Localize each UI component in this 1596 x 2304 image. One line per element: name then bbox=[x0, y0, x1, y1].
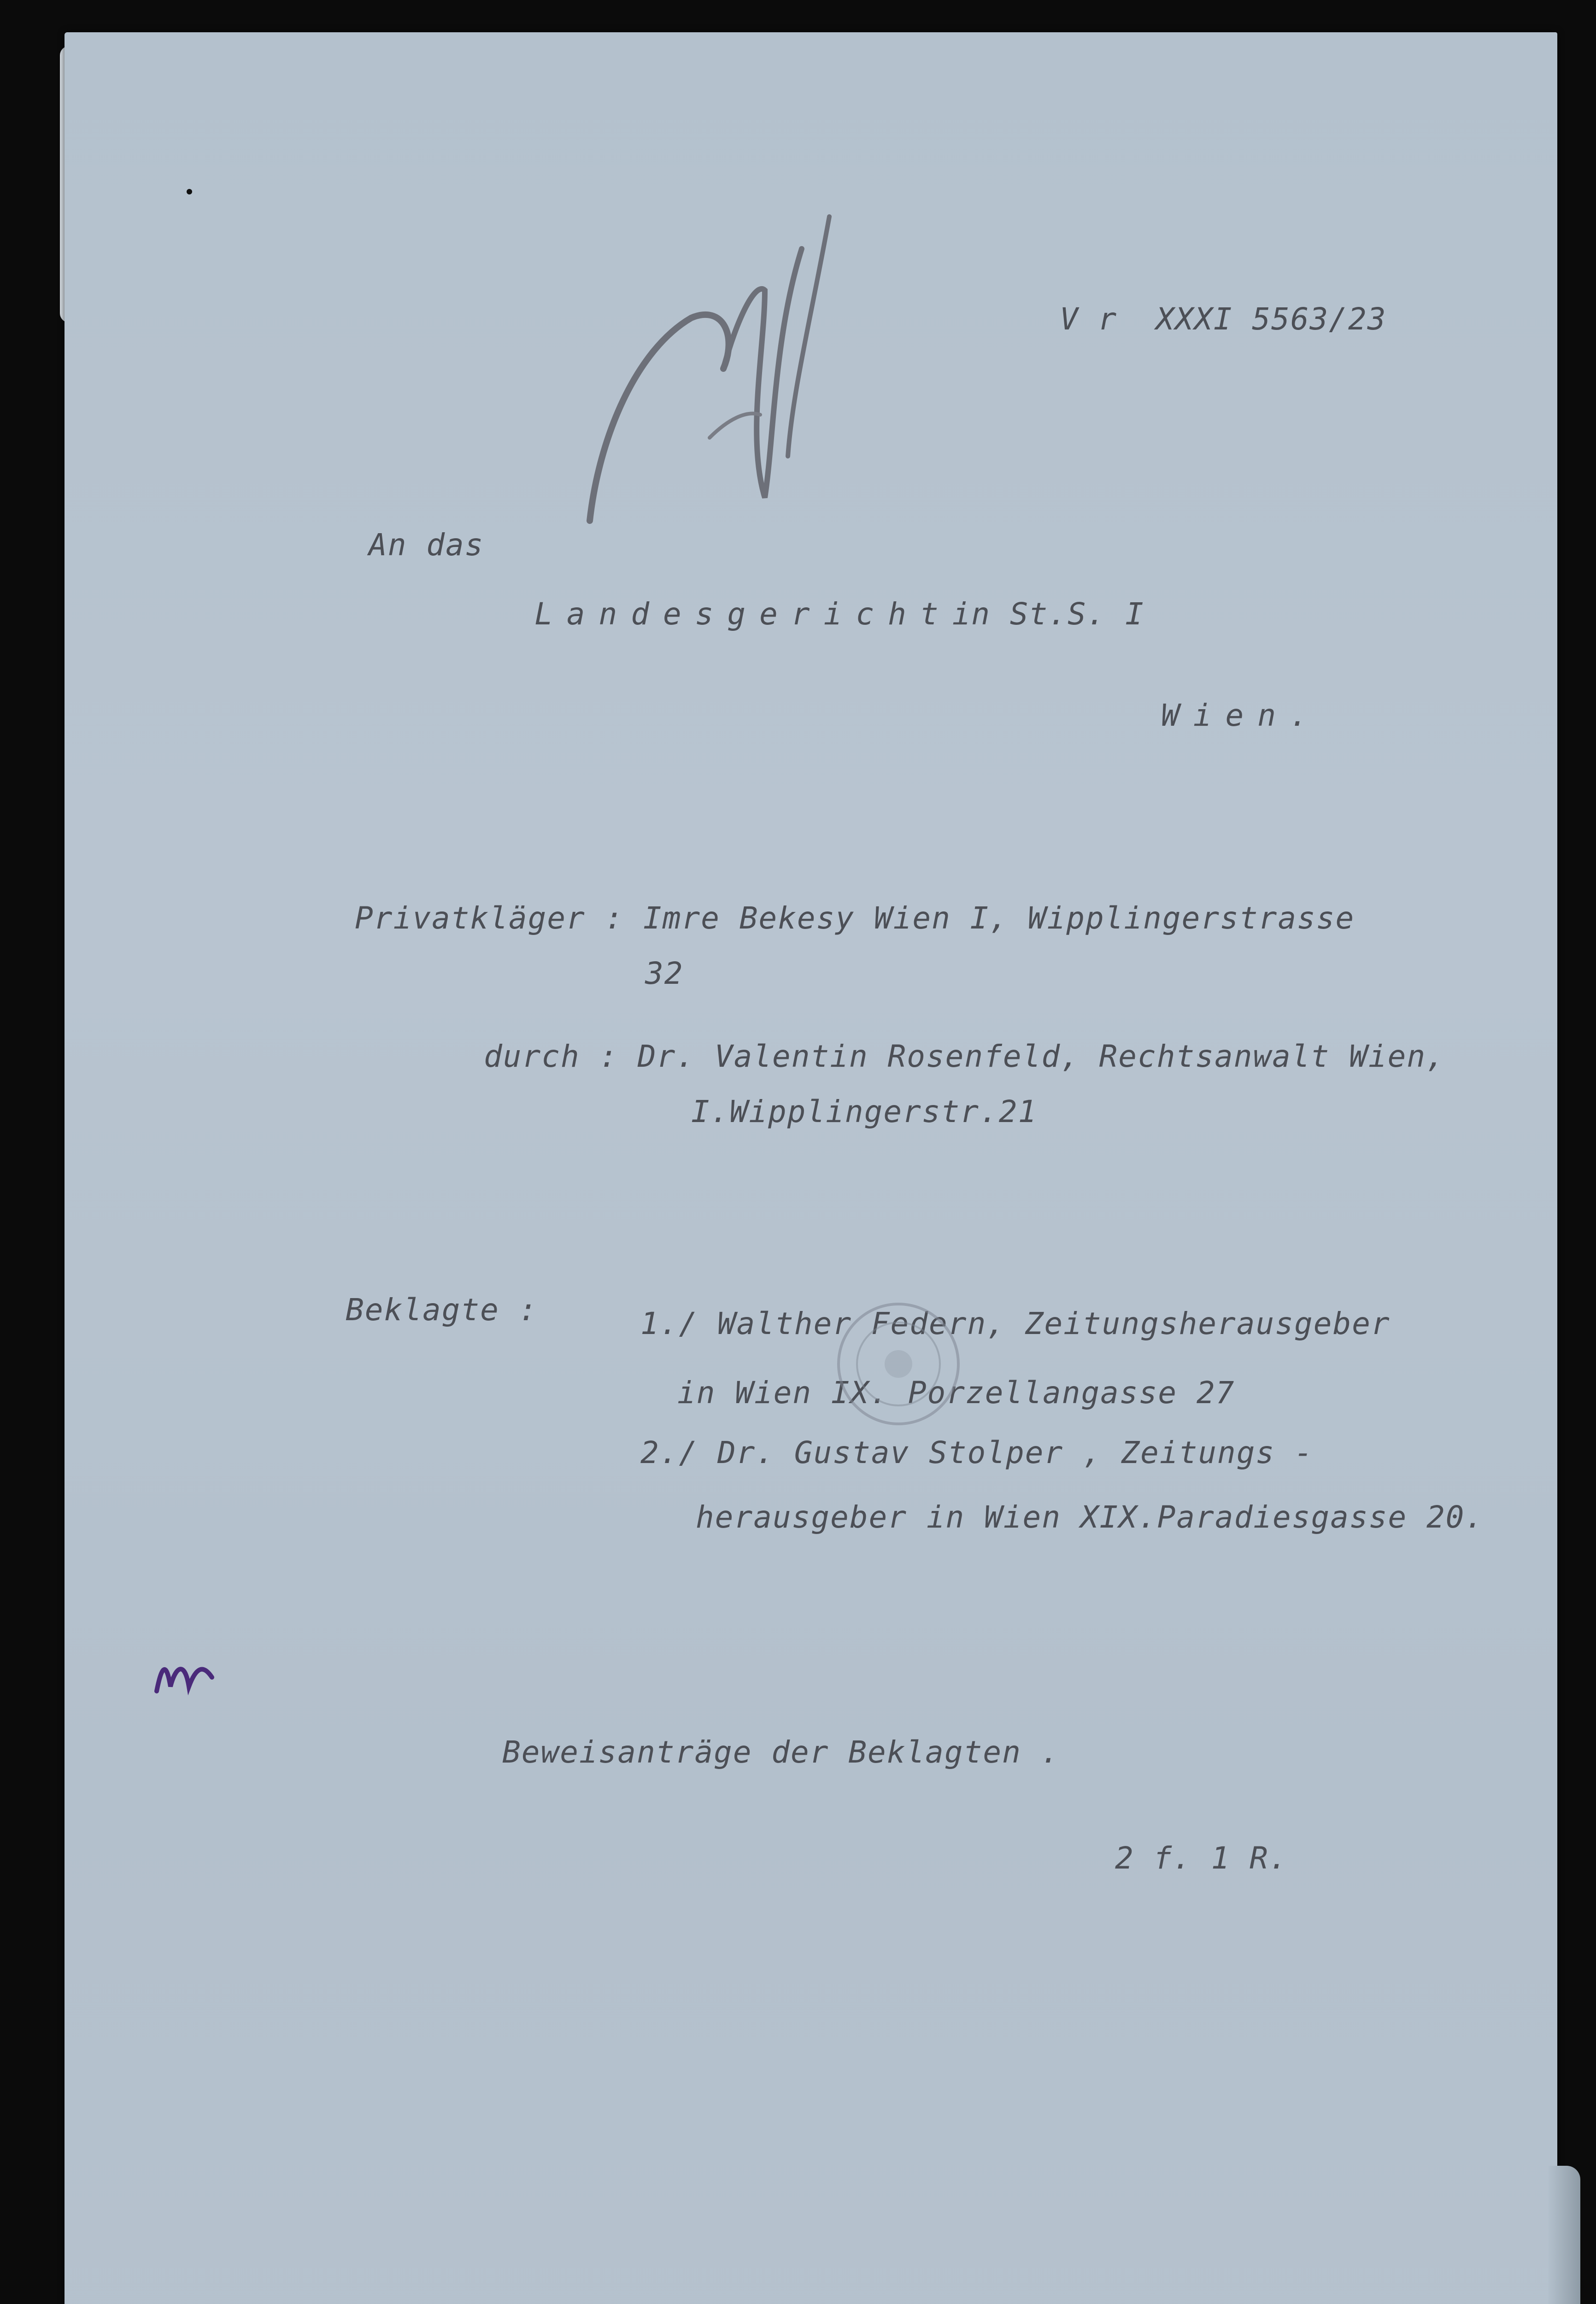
violet-margin-mark bbox=[152, 1650, 226, 1700]
ink-dot bbox=[187, 189, 192, 194]
pencil-signature bbox=[571, 198, 866, 548]
document-subject: Beweisanträge der Beklagten . bbox=[502, 1734, 1060, 1770]
plaintiff-house-number: 32 bbox=[645, 956, 684, 991]
court-name: Landesgericht bbox=[534, 596, 952, 632]
plaintiff-label: Privatkläger : bbox=[355, 900, 624, 936]
paper-curl bbox=[1548, 2166, 1580, 2304]
representative-address: I.Wipplingerstr.21 bbox=[691, 1094, 1038, 1129]
defendant-1-line-2: in Wien IX. Porzellangasse 27 bbox=[677, 1375, 1235, 1411]
representative-text: Dr. Valentin Rosenfeld, Rechtsanwalt Wien, bbox=[637, 1039, 1445, 1074]
representative-line bbox=[484, 1041, 1445, 1072]
reference-number: V r XXXI 5563/23 bbox=[1060, 301, 1387, 337]
recipient-court bbox=[534, 596, 1144, 632]
defendant-2-line-2: herausgeber in Wien XIX.Paradiesgasse 20. bbox=[696, 1499, 1485, 1535]
recipient-city: Wien. bbox=[1161, 698, 1322, 733]
defendant-2-line-1: 2./ Dr. Gustav Stolper , Zeitungs - bbox=[640, 1435, 1314, 1470]
representative-label: durch : bbox=[484, 1039, 619, 1074]
archive-stamp bbox=[825, 1290, 972, 1438]
plaintiff-text: Imre Bekesy Wien I, Wipplingerstrasse bbox=[643, 900, 1355, 936]
court-division: in St.S. I bbox=[952, 596, 1144, 632]
plaintiff-line bbox=[355, 900, 1355, 936]
recipient-salutation: An das bbox=[369, 527, 484, 563]
defendants-label: Beklagte : bbox=[346, 1292, 538, 1328]
page-count: 2 f. 1 R. bbox=[1115, 1840, 1288, 1876]
defendant-1-line-1: 1./ Walther Federn, Zeitungsherausgeber bbox=[640, 1306, 1391, 1341]
